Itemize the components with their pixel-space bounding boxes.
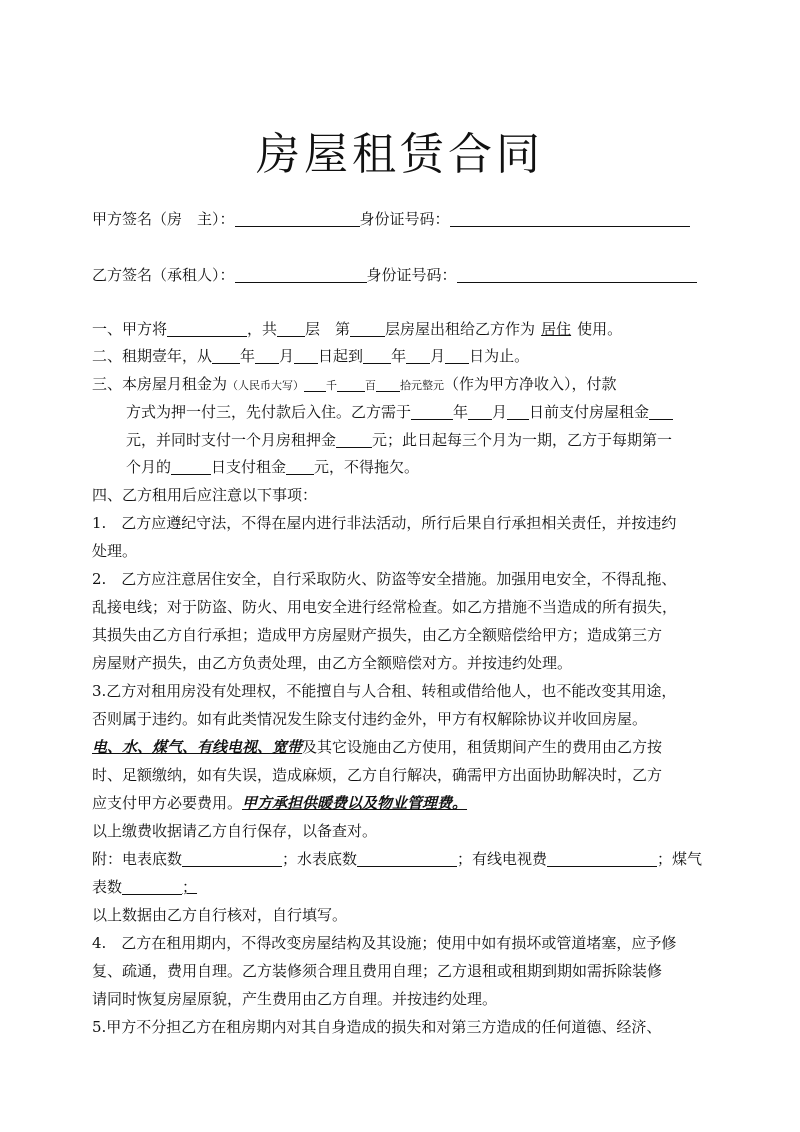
clause-3-text: 个月的 (126, 458, 172, 476)
cable-tv-fee-blank[interactable] (547, 850, 657, 867)
verify-note: 以上数据由乙方自行核对，自行填写。 (92, 906, 348, 924)
utilities-line-3 (92, 792, 722, 813)
month-label: 月 (279, 347, 295, 365)
clause-2-text: 日起到 (318, 347, 364, 365)
clause-3-text: 日前支付房屋租金 (529, 403, 650, 421)
house-location-blank[interactable] (167, 320, 247, 337)
pay-day-blank[interactable] (507, 403, 529, 420)
utilities-line-2: 时、足额缴纳，如有失误，造成麻烦，乙方自行解决，确需甲方出面协助解决时，乙方 (92, 766, 663, 784)
party-a-signature-line (92, 208, 690, 229)
rmb-note: （人民币大写） (227, 379, 305, 392)
item-1-line-2: 处理。 (92, 542, 138, 560)
item-5-line-1: 5.甲方不分担乙方在租房期内对其自身造成的损失和对第三方造成的任何道德、经济、 (92, 1018, 662, 1036)
keep-receipts: 以上缴费收据请乙方自行保存，以备查对。 (92, 822, 378, 840)
party-a-label: 甲方签名（房 主）： (92, 210, 235, 228)
gas-meter-label: ；煤气 (657, 850, 703, 868)
start-year-blank[interactable] (212, 347, 240, 364)
water-meter-label: ；水表底数 (282, 850, 358, 868)
end-year-blank[interactable] (363, 347, 391, 364)
year-label: 年 (240, 347, 256, 365)
item-4-line-2: 复、疏通，费用自理。乙方装修须合理且费用自理；乙方退租或租期到期如需拆除装修 (92, 962, 663, 980)
tens-label: 拾元整元 (400, 379, 445, 392)
item-3-line-1: 3.乙方对租用房没有处理权，不能擅自与人合租、转租或借给他人，也不能改变其用途， (92, 682, 677, 700)
party-b-label: 乙方签名（承租人）： (92, 266, 235, 284)
party-a-id-label: 身份证号码： (359, 210, 450, 228)
utilities-text: 应支付甲方必要费用。 (92, 794, 243, 812)
clause-2-text: 二、租期壹年，从 (92, 347, 213, 365)
utilities-line-1 (92, 736, 722, 757)
pay-year-blank[interactable] (411, 403, 453, 420)
meter-readings-line-2 (92, 876, 722, 897)
item-2-line-3: 其损失由乙方自行承担；造成甲方房屋财产损失，由乙方全额赔偿给甲方；造成第三方 (92, 626, 663, 644)
heating-fee-emphasis: 甲方承担供暖费以及物业管理费。 (242, 794, 468, 812)
item-2-line-2: 乱接电线；对于防盗、防火、用电安全进行经常检查。如乙方措施不当造成的所有损失， (92, 598, 678, 616)
clause-1-text: 使用。 (577, 320, 623, 338)
gas-meter-blank[interactable] (122, 878, 182, 895)
end-month-blank[interactable] (406, 347, 430, 364)
semicolon: ； (182, 878, 198, 896)
item-1-line-1: 1. 乙方应遵纪守法，不得在屋内进行非法活动，所行后果自行承担相关责任，并按违约 (92, 514, 677, 532)
utilities-emphasis: 电、水、煤气、有线电视、宽带 (92, 738, 303, 756)
water-meter-blank[interactable] (357, 850, 457, 867)
year-label: 年 (391, 347, 407, 365)
clause-3-line-2 (126, 401, 756, 422)
clause-1-text: ，共 (247, 320, 278, 338)
clause-3-text: 元，并同时支付一个月房租押金 (126, 431, 337, 449)
rent-thousands-blank[interactable] (304, 375, 326, 392)
pay-month-blank[interactable] (468, 403, 492, 420)
item-3-line-2: 否则属于违约。如有此类情况发生除支付违约金外，甲方有权解除协议并收回房屋。 (92, 710, 648, 728)
utilities-text: 及其它设施由乙方使用，租赁期间产生的费用由乙方按 (302, 738, 663, 756)
thousand-label: 千 (326, 379, 338, 392)
party-a-name-blank[interactable] (235, 210, 360, 227)
rent-day-blank[interactable] (171, 458, 211, 475)
clause-1 (92, 318, 722, 339)
electric-meter-label: 附：电表底数 (92, 850, 183, 868)
start-month-blank[interactable] (255, 347, 279, 364)
clause-3-text: （作为甲方净收入），付款 (444, 375, 617, 393)
year-label: 年 (453, 403, 469, 421)
floor-number-blank[interactable] (350, 320, 385, 337)
meter-readings-line-1 (92, 848, 722, 869)
party-b-id-label: 身份证号码： (366, 266, 457, 284)
total-floors-blank[interactable] (277, 320, 305, 337)
month-label: 月 (430, 347, 446, 365)
clause-3-text: 元，不得拖欠。 (314, 458, 420, 476)
item-2-line-1: 2. 乙方应注意居住安全，自行采取防火、防盗等安全措施。加强用电安全，不得乱拖、 (92, 570, 677, 588)
party-b-id-blank[interactable] (457, 266, 697, 283)
clause-2 (92, 345, 722, 366)
month-label: 月 (492, 403, 508, 421)
party-b-signature-line (92, 264, 697, 285)
party-b-name-blank[interactable] (235, 266, 367, 283)
clause-3-line-3 (126, 429, 756, 450)
gas-meter-label: 表数 (92, 878, 123, 896)
clause-4-heading: 四、乙方租用后应注意以下事项： (92, 486, 318, 504)
end-day-blank[interactable] (445, 347, 469, 364)
clause-3-text: 三、本房屋月租金为 (92, 375, 228, 393)
rent-tens-blank[interactable] (376, 375, 400, 392)
clause-1-text: 一、甲方将 (92, 320, 168, 338)
hundred-label: 百 (365, 379, 377, 392)
party-a-id-blank[interactable] (450, 210, 690, 227)
start-day-blank[interactable] (294, 347, 318, 364)
period-rent-blank[interactable] (286, 458, 314, 475)
clause-3-line-4 (126, 456, 756, 477)
usage-purpose: 居住 (541, 320, 572, 338)
clause-1-text: 层 第 (305, 320, 351, 338)
clause-1-text: 层房屋出租给乙方作为 (385, 320, 536, 338)
clause-3-line-1 (92, 373, 722, 394)
clause-3-text: 元；此日起每三个月为一期，乙方于每期第一 (372, 431, 673, 449)
rent-amount-blank[interactable] (649, 403, 673, 420)
deposit-blank[interactable] (336, 431, 372, 448)
clause-3-text: 日支付租金 (211, 458, 287, 476)
document-title: 房屋租赁合同 (256, 129, 544, 180)
electric-meter-blank[interactable] (182, 850, 282, 867)
clause-3-text: 方式为押一付三，先付款后入住。乙方需于 (126, 403, 412, 421)
item-4-line-1: 4. 乙方在租用期内，不得改变房屋结构及其设施；使用中如有损坏或管道堵塞，应予修 (92, 934, 677, 952)
item-4-line-3: 请同时恢复房屋原貌，产生费用由乙方自理。并按违约处理。 (92, 990, 498, 1008)
clause-2-text: 日为止。 (469, 347, 530, 365)
item-2-line-4: 房屋财产损失，由乙方负责处理，由乙方全额赔偿对方。并按违约处理。 (92, 654, 573, 672)
rent-hundreds-blank[interactable] (337, 375, 365, 392)
cable-tv-fee-label: ；有线电视费 (457, 850, 548, 868)
